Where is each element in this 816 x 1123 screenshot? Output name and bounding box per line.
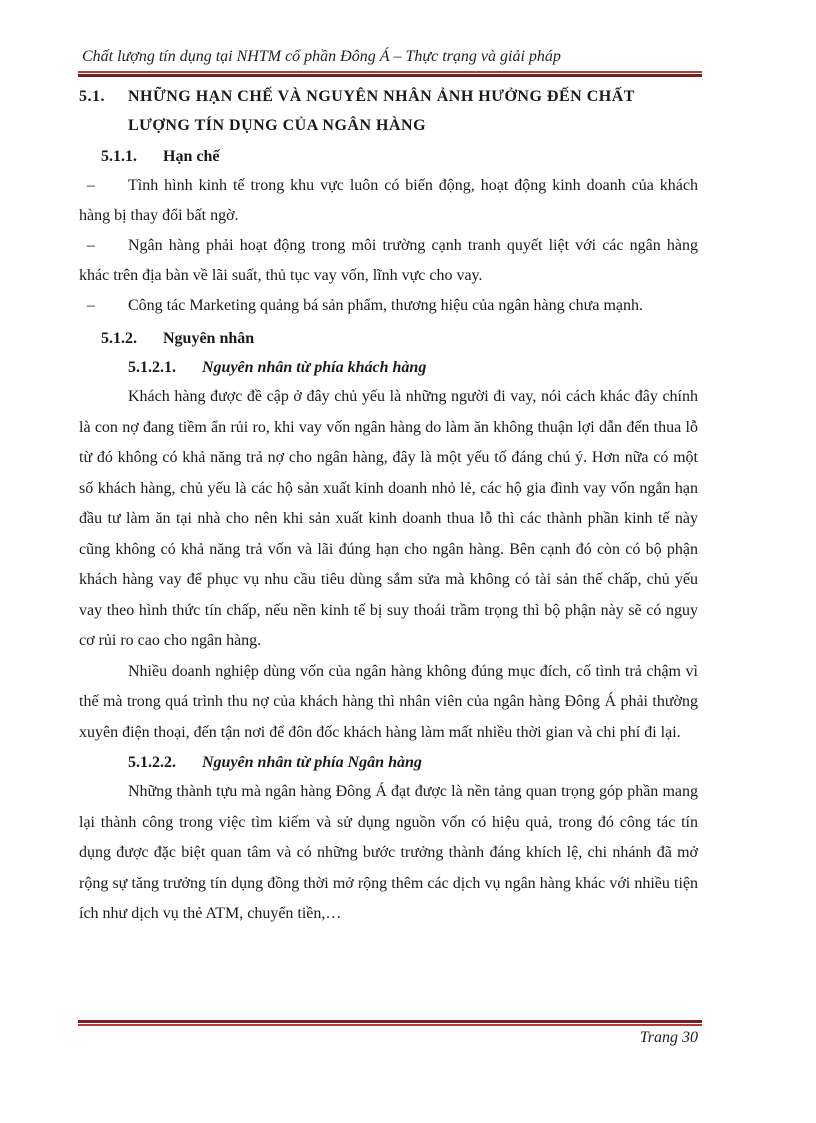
- subsubsection-heading-bank: [128, 748, 698, 777]
- paragraph: Khách hàng được đề cập ở đây chủ yếu là những người đi vay, nói cách khác đây chính là con nợ đang tiềm ẩn rủi ro, khi vay vốn ngân hàng do làm ăn không thuận lợi dẫn đến thua lỗ từ đó không có khả năng trả nợ cho ngân hàng, đây là một yếu tố đáng chú ý. Hơn nữa có một số khách hàng, chủ yếu là các hộ sản xuất kinh doanh nhỏ lẻ, các hộ gia đình vay vốn ngắn hạn đầu tư làm ăn tại nhà cho nên khi sản xuất kinh doanh thua lỗ thì các thành phần kinh tế này cũng không có khả năng trả vốn và lãi đúng hạn cho ngân hàng. Bên cạnh đó còn có bộ phận khách hàng vay để phục vụ nhu cầu tiêu dùng sắm sửa mà không có tài sản thế chấp, chủ yếu vay theo hình thức tín chấp, nếu nền kinh tế bị suy thoái trầm trọng thì bộ phận này sẽ có nguy cơ rủi ro cao cho ngân hàng.: [79, 388, 698, 649]
- section-number: 5.1.: [79, 88, 105, 105]
- subsection-number: 5.1.2.: [101, 330, 137, 347]
- subsubsection-number: 5.1.2.2.: [128, 754, 176, 771]
- subsubsection-number: 5.1.2.1.: [128, 359, 176, 376]
- subsubsection-title: Nguyên nhân từ phía khách hàng: [202, 359, 427, 376]
- subsection-number: 5.1.1.: [101, 148, 137, 165]
- subsection-title: Hạn chế: [163, 148, 220, 165]
- dash-marker: –: [87, 237, 95, 254]
- running-header: Chất lượng tín dụng tại NHTM cổ phần Đông Á – Thực trạng và giải pháp: [82, 48, 561, 65]
- paragraph: Nhiều doanh nghiệp dùng vốn của ngân hàng không đúng mục đích, cố tình trả chậm vì thế mà trong quá trình thu nợ của khách hàng thì nhân viên của ngân hàng Đông Á phải thường xuyên điện thoại, đến tận nơi để đôn đốc khách hàng làm mất nhiều thời gian và chi phí đi lại.: [79, 662, 698, 741]
- page-number: Trang 30: [639, 1029, 698, 1046]
- dash-marker: –: [87, 297, 95, 314]
- subsection-heading-causes: [101, 324, 698, 353]
- list-item: – Tình hình kinh tế trong khu vực luôn có biến động, hoạt động kinh doanh của khách hàng bị thay đổi bất ngờ.: [79, 171, 698, 231]
- subsection-heading-limits: [101, 142, 698, 171]
- section-heading: [79, 82, 698, 140]
- header-rule: [78, 71, 702, 77]
- subsubsection-heading-customer: [128, 353, 698, 382]
- section-title: NHỮNG HẠN CHẾ VÀ NGUYÊN NHÂN ẢNH HƯỞNG ĐẾN CHẤT LƯỢNG TÍN DỤNG CỦA NGÂN HÀNG: [128, 88, 635, 134]
- list-item: – Ngân hàng phải hoạt động trong môi trường cạnh tranh quyết liệt với các ngân hàng khác trên địa bàn về lãi suất, thủ tục vay vốn, lĩnh vực cho vay.: [79, 231, 698, 291]
- subsection-title: Nguyên nhân: [163, 330, 255, 347]
- page-body: [79, 78, 698, 930]
- subsubsection-title: Nguyên nhân từ phía Ngân hàng: [202, 754, 422, 771]
- paragraph: Những thành tựu mà ngân hàng Đông Á đạt được là nền tảng quan trọng góp phần mang lại thành công trong việc tìm kiếm và sử dụng nguồn vốn có hiệu quả, trong đó công tác tín dụng được đặc biệt quan tâm và có những bước trưởng thành đáng khích lệ, chi nhánh đã mở rộng sự tăng trưởng tín dụng đồng thời mở rộng thêm các dịch vụ ngân hàng khác với nhiều tiện ích như dịch vụ thẻ ATM, chuyển tiền,…: [79, 783, 698, 922]
- dash-marker: –: [87, 177, 95, 194]
- list-item: – Công tác Marketing quảng bá sản phẩm, thương hiệu của ngân hàng chưa mạnh.: [79, 291, 698, 321]
- footer-rule: [78, 1020, 702, 1026]
